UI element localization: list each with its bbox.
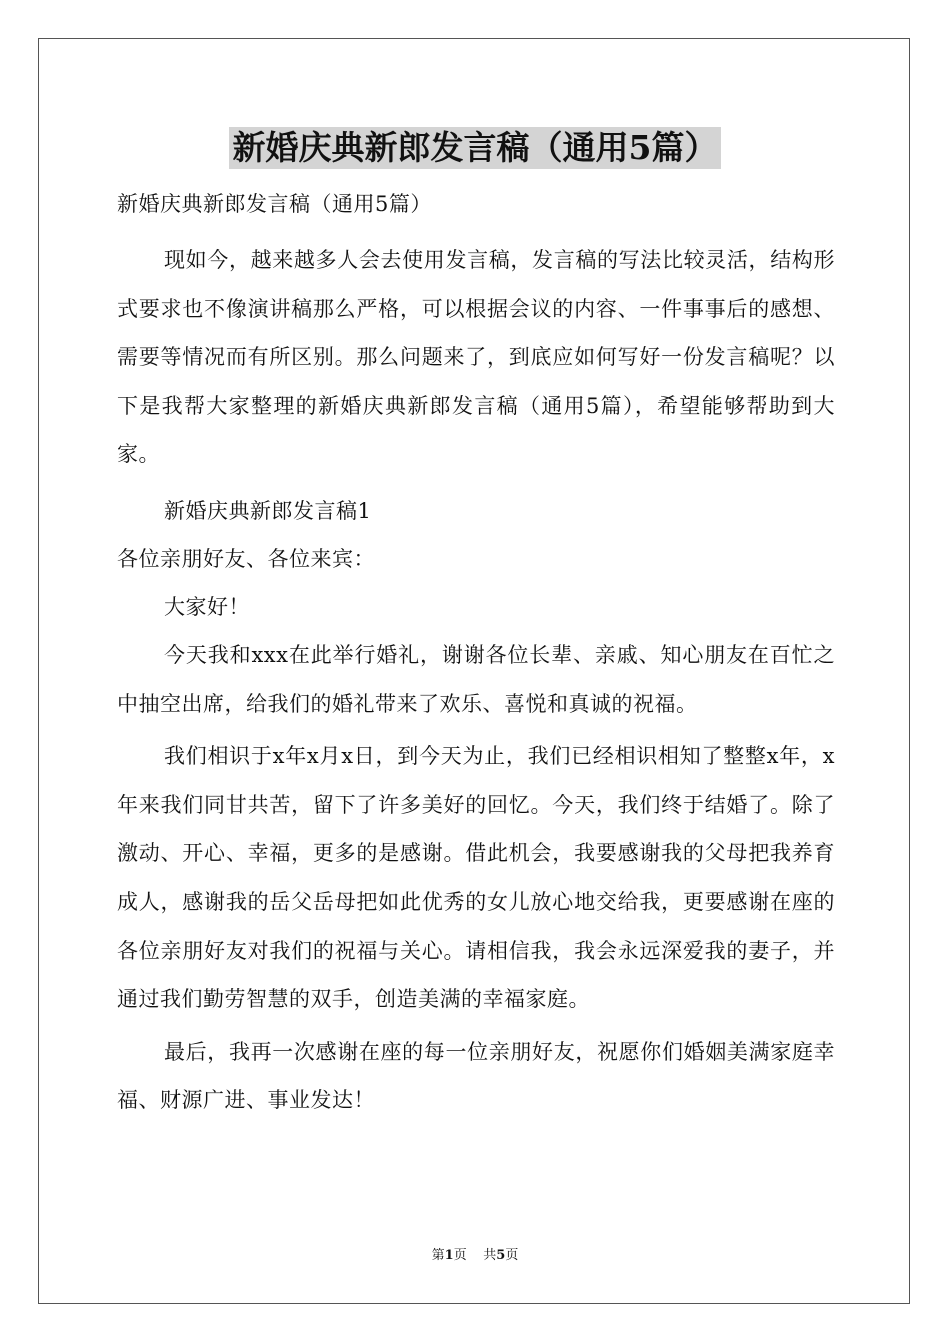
document-title: 新婚庆典新郎发言稿（通用5篇） — [229, 127, 722, 169]
page-prefix: 第 — [431, 1248, 445, 1263]
document-subtitle: 新婚庆典新郎发言稿（通用5篇） — [117, 192, 432, 216]
page-suffix: 页 — [453, 1248, 467, 1263]
title-container — [0, 127, 950, 169]
greeting: 大家好！ — [164, 594, 250, 619]
paragraph-wedding: 今天我和xxx在此举行婚礼，谢谢各位长辈、亲戚、知心朋友在百忙之中抽空出席，给我们的婚礼带来了欢乐、喜悦和真诚的祝福。 — [117, 642, 835, 716]
total-pages: 5 — [496, 1248, 506, 1263]
page-footer — [0, 1246, 950, 1266]
paragraph-closing: 最后，我再一次感谢在座的每一位亲朋好友，祝愿你们婚姻美满家庭幸福、财源广进、事业发达！ — [117, 1039, 835, 1113]
total-prefix: 共 — [483, 1248, 497, 1263]
salutation: 各位亲朋好友、各位来宾： — [117, 546, 375, 571]
total-suffix: 页 — [505, 1248, 519, 1263]
document-body — [117, 180, 835, 1125]
paragraph-story: 我们相识于x年x月x日，到今天为止，我们已经相识相知了整整x年，x年来我们同甘共苦，留下了许多美好的回忆。今天，我们终于结婚了。除了激动、开心、幸福，更多的是感谢。借此机会，我要感谢我的父母把我养育成人，感谢我的岳父岳母把如此优秀的女儿放心地交给我，更要感谢在座的各位亲朋好友对我们的祝福与关心。请相信我，我会永远深爱我的妻子，并通过我们勤劳智慧的双手，创造美满的幸福家庭。 — [117, 744, 835, 1012]
section-heading: 新婚庆典新郎发言稿1 — [164, 498, 372, 523]
intro-paragraph: 现如今，越来越多人会去使用发言稿，发言稿的写法比较灵活，结构形式要求也不像演讲稿那么严格，可以根据会议的内容、一件事事后的感想、需要等情况而有所区别。那么问题来了，到底应如何写好一份发言稿呢？以下是我帮大家整理的新婚庆典新郎发言稿（通用5篇），希望能够帮助到大家。 — [117, 248, 835, 467]
page-number: 1 — [444, 1248, 454, 1263]
